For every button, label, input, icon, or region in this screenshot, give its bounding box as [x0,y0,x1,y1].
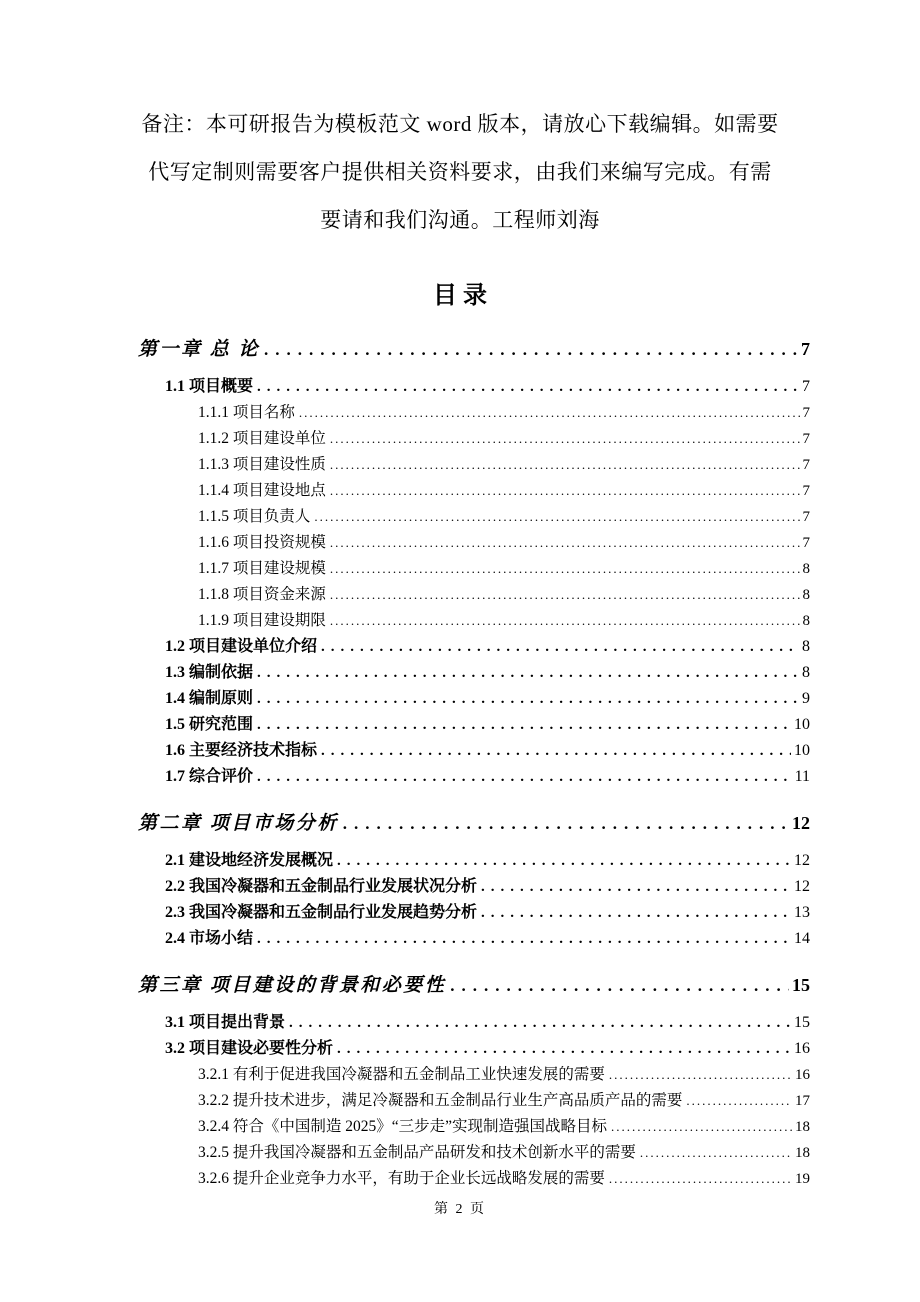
note-line: 要请和我们沟通。工程师刘海 [320,208,600,232]
toc-entry-label: 2.2 我国冷凝器和五金制品行业发展状况分析 [165,878,478,895]
toc-entry-label: 3.2.6 提升企业竞争力水平，有助于企业长远战略发展的需要 [198,1170,605,1187]
page-footer: 第 2 页 [434,1202,486,1217]
toc-entry-row[interactable] [110,900,810,926]
toc-entry-label: 1.3 编制依据 [165,664,254,681]
toc-entry-page: 18 [795,1145,810,1161]
toc-entry-label: 1.1.4 项目建设地点 [198,482,326,499]
dot-leader [257,660,799,686]
dot-leader [257,764,792,790]
dot-leader [330,608,800,633]
toc-entry-label: 1.7 综合评价 [165,768,254,785]
toc-entry-label: 3.2 项目建设必要性分析 [165,1040,334,1057]
toc-entry-label: 1.5 研究范围 [165,716,254,733]
dot-leader [640,1140,792,1165]
toc-entry-page: 7 [802,378,810,395]
dot-leader [330,556,800,581]
dot-leader [330,426,800,451]
toc-entry-page: 8 [802,638,810,655]
toc-entry-page: 13 [794,904,810,921]
toc-entry-row[interactable] [110,1166,810,1192]
toc-entry-page: 7 [802,431,810,447]
dot-leader [257,926,791,952]
toc-entry-page: 16 [794,1040,810,1057]
dot-leader [314,504,799,529]
toc-entry-row[interactable] [110,874,810,900]
toc-entry-label: 1.1.9 项目建设期限 [198,612,326,629]
toc-entry-row[interactable] [110,400,810,426]
toc-entry-page: 17 [795,1093,810,1109]
dot-leader [330,530,800,555]
toc-entry-row[interactable] [110,452,810,478]
toc-entry-label: 2.1 建设地经济发展概况 [165,852,334,869]
toc-entry-page: 7 [802,535,810,551]
toc-entry-page: 15 [792,975,810,995]
toc-entry-page: 7 [802,457,810,473]
toc-entry-label: 3.1 项目提出背景 [165,1014,286,1031]
toc-entry-row[interactable] [110,738,810,764]
toc-entry-row[interactable] [110,504,810,530]
dot-leader [609,1062,792,1087]
toc-entry-label: 1.4 编制原则 [165,690,254,707]
toc-entry-row[interactable] [110,660,810,686]
toc-entry-label: 1.1 项目概要 [165,378,254,395]
dot-leader [330,582,800,607]
toc-entry-label: 3.2.4 符合《中国制造 2025》“三步走”实现制造强国战略目标 [198,1118,608,1135]
toc-entry-page: 11 [794,768,810,785]
toc-entry-page: 7 [802,483,810,499]
toc-entry-label: 第二章 项目市场分析 [138,813,339,834]
toc-entry-page: 10 [794,742,810,759]
toc-entry-row[interactable] [110,1036,810,1062]
toc-entry-row[interactable] [110,926,810,952]
dot-leader [321,738,791,764]
toc-entry-page: 16 [795,1067,810,1083]
toc-chapter-row[interactable] [110,968,810,1004]
toc-entry-row[interactable] [110,764,810,790]
toc-entry-row[interactable] [110,1140,810,1166]
toc-entry-row[interactable] [110,848,810,874]
toc-entry-label: 1.1.6 项目投资规模 [198,534,326,551]
dot-leader [611,1114,792,1139]
toc-entry-row[interactable] [110,1088,810,1114]
toc-entry-label: 第三章 项目建设的背景和必要性 [138,975,447,996]
dot-leader [450,969,789,1004]
toc-list [110,332,810,1192]
toc-entry-row[interactable] [110,374,810,400]
toc-entry-page: 8 [802,664,810,681]
dot-leader [337,1036,791,1062]
toc-entry-page: 8 [802,561,810,577]
toc-entry-page: 14 [794,930,810,947]
dot-leader [481,874,791,900]
dot-leader [257,712,791,738]
toc-entry-label: 2.4 市场小结 [165,930,254,947]
toc-entry-row[interactable] [110,1010,810,1036]
toc-title: 目 录 [433,283,487,309]
dot-leader [686,1088,792,1113]
dot-leader [481,900,791,926]
toc-entry-label: 1.1.8 项目资金来源 [198,586,326,603]
dot-leader [330,478,800,503]
toc-entry-label: 1.1.5 项目负责人 [198,508,311,525]
toc-entry-row[interactable] [110,478,810,504]
toc-entry-label: 3.2.1 有利于促进我国冷凝器和五金制品工业快速发展的需要 [198,1066,605,1083]
toc-entry-page: 10 [794,716,810,733]
toc-entry-row[interactable] [110,1114,810,1140]
toc-entry-row[interactable] [110,1062,810,1088]
toc-entry-page: 18 [795,1119,810,1135]
toc-entry-label: 第一章 总 论 [138,339,261,360]
toc-entry-row[interactable] [110,608,810,634]
toc-entry-row[interactable] [110,426,810,452]
toc-entry-page: 8 [802,613,810,629]
toc-entry-label: 1.1.1 项目名称 [198,404,295,421]
toc-entry-page: 9 [802,690,810,707]
toc-entry-label: 1.2 项目建设单位介绍 [165,638,318,655]
dot-leader [257,374,799,400]
note-line: 代写定制则需要客户提供相关资料要求，由我们来编写完成。有需 [148,160,772,184]
note-paragraph [110,100,810,244]
toc-entry-row[interactable] [110,634,810,660]
toc-entry-page: 15 [794,1014,810,1031]
toc-chapter-row[interactable] [110,806,810,842]
toc-entry-label: 3.2.2 提升技术进步，满足冷凝器和五金制品行业生产高品质产品的需要 [198,1092,683,1109]
dot-leader [257,686,799,712]
dot-leader [321,634,799,660]
toc-entry-label: 1.1.7 项目建设规模 [198,560,326,577]
dot-leader [289,1010,791,1036]
toc-entry-row[interactable] [110,582,810,608]
dot-leader [609,1166,792,1191]
toc-entry-page: 19 [795,1171,810,1187]
toc-entry-page: 12 [794,878,810,895]
dot-leader [337,848,791,874]
dot-leader [330,452,800,477]
note-line: 备注：本可研报告为模板范文 word 版本，请放心下载编辑。如需要 [141,112,779,136]
toc-entry-row[interactable] [110,556,810,582]
toc-chapter-row[interactable] [110,332,810,368]
toc-entry-label: 1.1.3 项目建设性质 [198,456,326,473]
toc-entry-row[interactable] [110,686,810,712]
toc-entry-row[interactable] [110,530,810,556]
toc-entry-page: 12 [794,852,810,869]
toc-entry-label: 1.1.2 项目建设单位 [198,430,326,447]
toc-entry-page: 12 [792,813,810,833]
dot-leader [343,807,789,842]
toc-entry-page: 7 [802,509,810,525]
toc-entry-page: 8 [802,587,810,603]
toc-entry-row[interactable] [110,712,810,738]
dot-leader [264,333,798,368]
toc-entry-page: 7 [801,339,810,359]
dot-leader [299,400,800,425]
toc-entry-page: 7 [802,405,810,421]
toc-entry-label: 3.2.5 提升我国冷凝器和五金制品产品研发和技术创新水平的需要 [198,1144,636,1161]
toc-entry-label: 2.3 我国冷凝器和五金制品行业发展趋势分析 [165,904,478,921]
toc-entry-label: 1.6 主要经济技术指标 [165,742,318,759]
